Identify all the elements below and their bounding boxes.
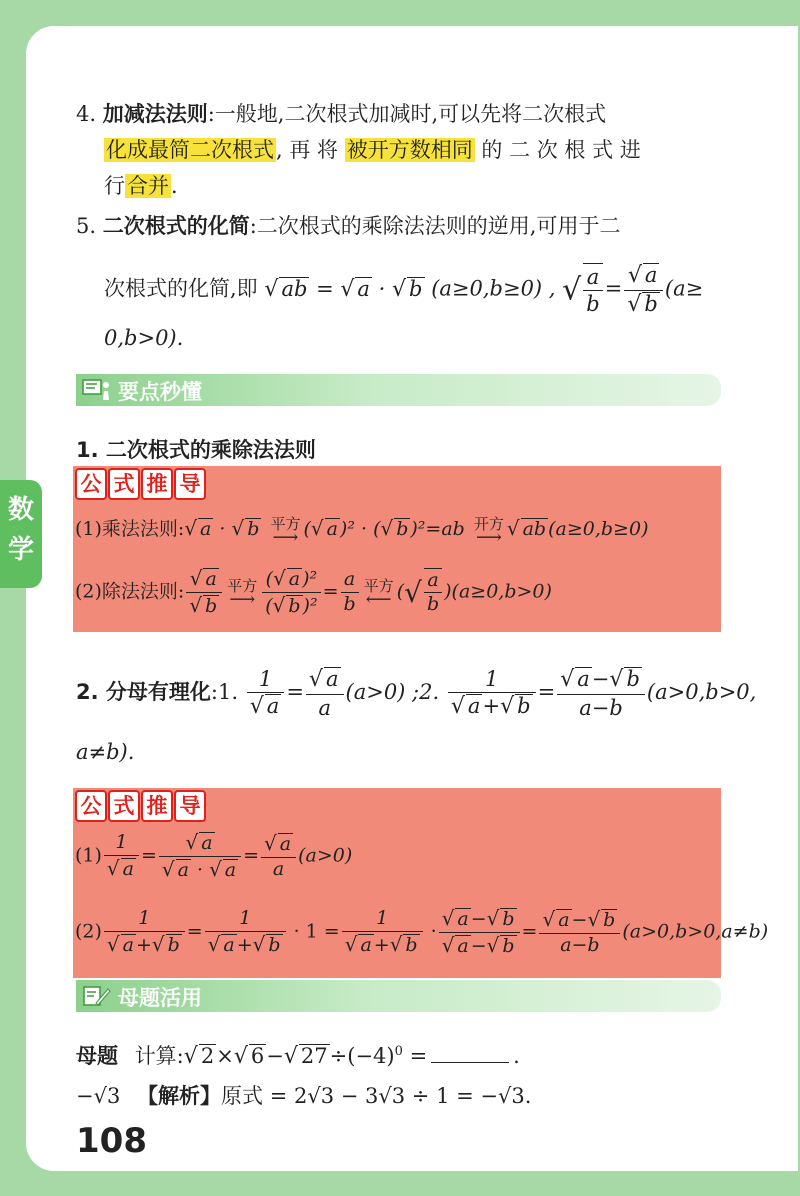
formula-label: (1) bbox=[75, 844, 102, 867]
rule-number: 4. bbox=[76, 102, 97, 126]
answer: −√3 bbox=[76, 1084, 121, 1108]
rule-title: 二次根式的化简 bbox=[102, 214, 250, 238]
arrow-label: 平方 bbox=[227, 577, 258, 596]
pencil-note-icon bbox=[82, 985, 112, 1007]
condition: (a>0,b>0,a≠b) bbox=[622, 920, 769, 943]
formula-text: =ab bbox=[425, 518, 465, 540]
side-tab-char: 数 bbox=[7, 495, 34, 525]
formula-derivation-tag bbox=[75, 468, 207, 500]
highlight: 合并 bbox=[127, 174, 169, 198]
analysis-line bbox=[76, 1080, 531, 1110]
formula-label: (1)乘法法则: bbox=[75, 518, 185, 540]
section-header-problem bbox=[76, 980, 721, 1012]
rule-5-line-3: 0,b>0). bbox=[104, 326, 184, 350]
section-title: 母题活用 bbox=[118, 986, 202, 1010]
formula-box-1 bbox=[73, 466, 721, 632]
highlight: 化成最简二次根式 bbox=[106, 138, 274, 162]
rule-4-line-1 bbox=[76, 98, 606, 128]
rule-5-line-1 bbox=[76, 210, 620, 240]
condition: (a>0,b>0, bbox=[646, 679, 757, 704]
condition: (a≥ bbox=[664, 276, 704, 301]
division-rule: (2)除法法则: $\frac{√ a}{√ b}$ 平方 ⟶ $\frac{\text{(√ a )²}}{\text{(√ b )²}}$ = $\frac{a}{b}$ 平方 ⟵ (√ $\frac{a}{b}$ )(a≥0,b>0) bbox=[75, 566, 552, 617]
problem-line: 母题 计算:√ 2×√ 6−√ $27\div(-4)^0$ = . bbox=[76, 1044, 520, 1069]
rule-text: :二次根式的乘除法法则的逆用,可用于二 bbox=[249, 214, 621, 238]
rule-4-line-2 bbox=[104, 134, 641, 164]
rule-title: 加减法法则 bbox=[102, 102, 208, 126]
rule-4-line-3 bbox=[104, 170, 178, 200]
condition: (a>0) bbox=[298, 844, 353, 867]
rule-text: :一般地,二次根式加减时,可以先将二次根式 bbox=[207, 102, 607, 126]
tag-char: 公 bbox=[75, 790, 107, 822]
point-title: 2. 分母有理化 bbox=[76, 679, 211, 704]
condition: (a≥0,b≥0) bbox=[548, 518, 649, 540]
answer-blank bbox=[431, 1062, 509, 1063]
rule-text: 次根式的化简,即 bbox=[104, 276, 258, 301]
condition: (a>0) ;2. bbox=[345, 679, 440, 704]
rule-text: , 再 将 bbox=[276, 138, 339, 162]
arrow-label: 平方 bbox=[363, 577, 394, 596]
section-title: 要点秒懂 bbox=[118, 380, 202, 404]
tag-char: 推 bbox=[141, 468, 173, 500]
side-tab-char: 学 bbox=[7, 535, 34, 565]
tag-char: 导 bbox=[174, 468, 206, 500]
rationalize-formula-2: (2) $\frac{1}{√ a +√ b}$ = $\frac{1}{√ a +√ b}$ · 1 = $\frac{1}{√ a +√ b}$ · $\frac{√ a -√ b}{√ a -√ b}$ = $\frac{√ a -√ b}{a-b}$ (a>0,b>0,a≠b) bbox=[75, 906, 769, 957]
tag-char: 公 bbox=[75, 468, 107, 500]
rule-number: 5. bbox=[76, 214, 97, 238]
analysis-text: 原式 = 2√3 − 3√3 ÷ 1 = −√3. bbox=[221, 1084, 532, 1108]
rule-text: 的 二 次 根 式 进 bbox=[481, 138, 641, 162]
subject-side-tab bbox=[0, 480, 42, 588]
condition: (a≥0,b≥0) , bbox=[431, 276, 556, 301]
formula-label: (2)除法法则: bbox=[75, 580, 185, 603]
section-header-key-points bbox=[76, 374, 721, 406]
arrow-label: 平方 bbox=[270, 515, 301, 533]
point-text: :1. bbox=[210, 679, 239, 704]
tag-char: 导 bbox=[174, 790, 206, 822]
page bbox=[26, 26, 798, 1171]
multiplication-rule: (1)乘法法则:√ a · √ b 平方 ⟶ (√ a )² · (√ b )²=ab 开方 ⟶ √ ab (a≥0,b≥0) bbox=[75, 515, 649, 548]
rationalize-formula-1: (1) $\frac{1}{√ a}$ = $\frac{√ a}{√ a \cdot √ a}$ = $\frac{√ a}{a}$ (a>0) bbox=[75, 830, 353, 881]
formula-label: (2) bbox=[75, 920, 102, 943]
formula-box-2 bbox=[73, 788, 769, 978]
page-number: 108 bbox=[76, 1121, 147, 1161]
point-2-line-1: 2. 分母有理化:1. $\frac{1}{√ a}$ = $\frac{√ a}{a}$ (a>0) ;2. $\frac{1}{√ a+√ b}$ = $\frac{√ a-√ b}{a-b}$ (a>0,b>0, bbox=[76, 667, 757, 720]
point-title: 1. 二次根式的乘除法法则 bbox=[76, 438, 316, 462]
analysis-label: 【解析】 bbox=[137, 1084, 222, 1108]
presentation-icon bbox=[82, 379, 112, 401]
rule-text: . bbox=[171, 174, 178, 198]
problem-label: 母题 bbox=[76, 1044, 118, 1068]
arrow-label: 开方 bbox=[473, 515, 504, 533]
tag-char: 式 bbox=[108, 790, 140, 822]
highlight: 被开方数相同 bbox=[346, 138, 473, 162]
condition: a≠b). bbox=[76, 740, 135, 764]
condition: (a≥0,b>0) bbox=[451, 580, 552, 603]
rule-5-line-2: 次根式的化简,即 √ ab = √ a · √ b (a≥0,b≥0) , √ $\frac{a}{b}$ = $\frac{√ a}{√ b}$ (a≥ bbox=[104, 263, 704, 317]
formula-derivation-tag bbox=[75, 790, 207, 822]
tag-char: 式 bbox=[108, 468, 140, 500]
rule-text: 行 bbox=[104, 174, 125, 198]
tag-char: 推 bbox=[141, 790, 173, 822]
problem-text: 计算: bbox=[134, 1044, 184, 1068]
